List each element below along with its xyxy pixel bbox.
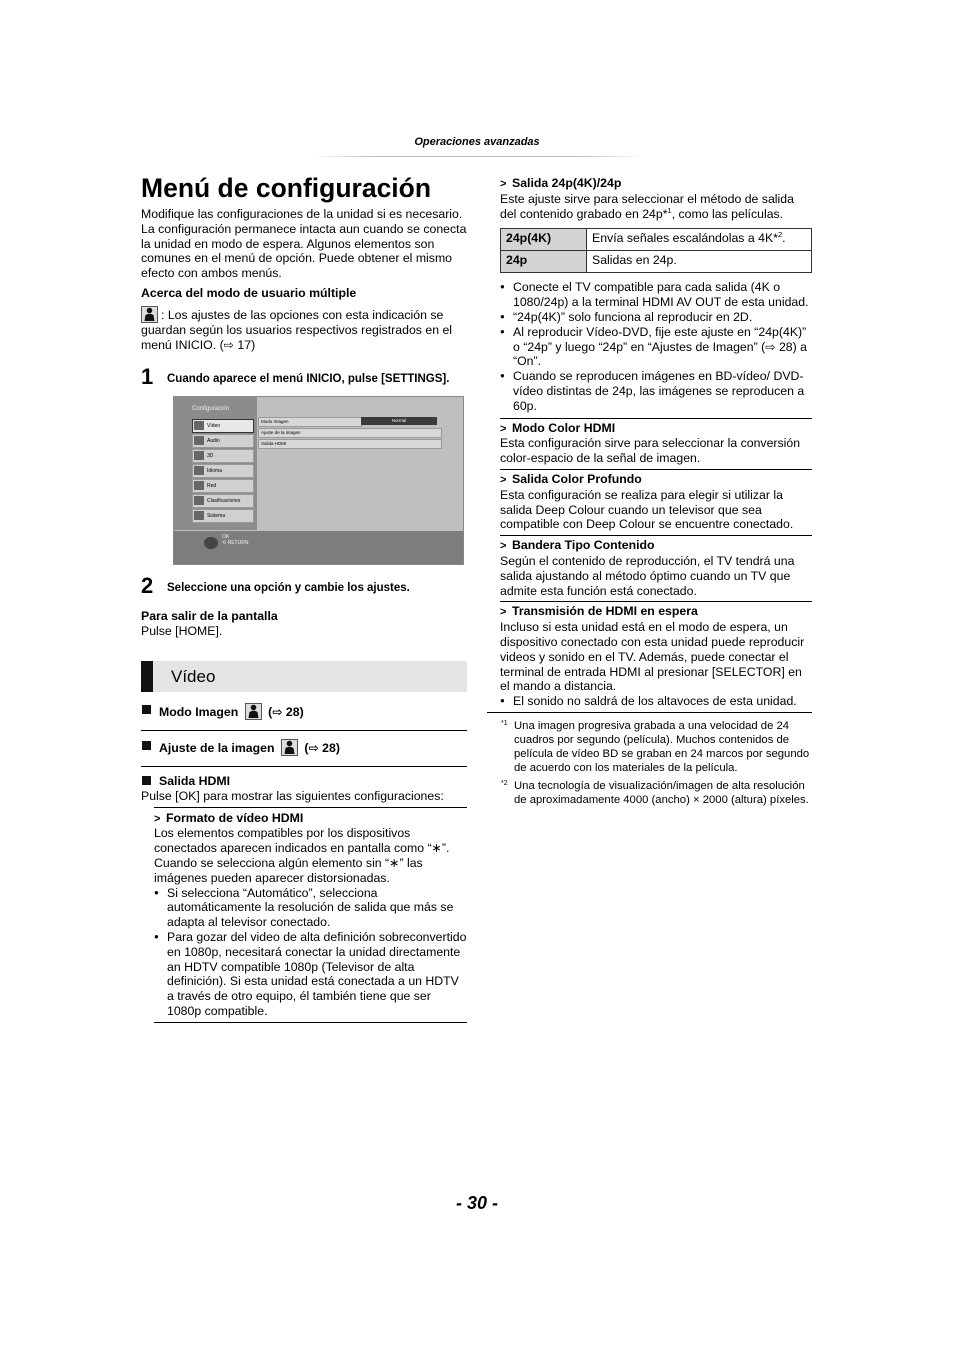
chevron-right-icon: > (500, 473, 507, 486)
divider (500, 535, 812, 536)
s24-text: Este ajuste sirve para seleccionar el método de salida del contenido grabado en 24p*$^1$, como las películas. (500, 191, 794, 221)
footnote (500, 719, 812, 775)
flag-heading: > Bandera Tipo Contenido (500, 538, 655, 553)
system-icon (194, 511, 204, 520)
chevron-right-icon: > (500, 606, 507, 619)
remote-pad-icon (204, 537, 218, 549)
s24-table (500, 228, 812, 273)
divider (500, 601, 812, 602)
screen-menu-item: Audio (192, 434, 254, 448)
audio-icon (194, 436, 204, 445)
video-heading: Vídeo (171, 666, 216, 686)
multiuser-heading: Acerca del modo de usuario múltiple (141, 285, 357, 300)
chevron-right-icon: > (154, 812, 161, 825)
formato-heading: > Formato de vídeo HDMI (154, 810, 304, 825)
list-item: ● Para gozar del video de alta definición sobreconvertido en 1080p, necesitará conectar la unidad directamente an HDTV compatible 1080p (Televisor de alta definición). Si esta unidad está conectada a un HDTV a través de otro equipo, él también tiene que ser 1080p compatible. (154, 930, 467, 1019)
footnote-text: Una imagen progresiva grabada a una velocidad de 24 cuadros por segundo (película). Muchos contenidos de película de vídeo BD se graban en 24 marcos por segundo de acuerdo con los materiales de la película. (514, 719, 810, 774)
step-1 (141, 364, 467, 390)
multiuser-icon (281, 739, 298, 756)
screen-footer-hints: OK ⟲ RETURN (222, 534, 249, 547)
list-item: ● “24p(4K)” solo funciona al reproducir en 2D. (500, 310, 812, 325)
divider (500, 469, 812, 470)
video-section-header (141, 661, 467, 692)
left-column (141, 207, 467, 1023)
screen-menu-item: Red (192, 479, 254, 493)
table-key: 24p(4K) (501, 229, 587, 251)
list-item: ● Si selecciona “Automático”, selecciona automáticamente la resolución de salida que más se adapta al televisor conectado. (154, 886, 467, 930)
list-item: ● Cuando se reproducen imágenes en BD-vídeo/ DVD-vídeo distintas de 24p, las imágenes se reproducen a 60p. (500, 369, 812, 413)
footnote (500, 779, 812, 807)
screen-value: Normal (361, 417, 437, 425)
video-icon (194, 421, 204, 430)
table-row (501, 229, 812, 251)
right-column (500, 176, 812, 807)
header-rule (310, 156, 644, 157)
screen-menu-item: Sistema (192, 509, 254, 523)
chevron-right-icon: > (500, 422, 507, 435)
multiuser-icon (141, 306, 158, 323)
exit-text: Pulse [HOME]. (141, 624, 223, 639)
step-2 (141, 573, 467, 599)
exit-heading: Para salir de la pantalla (141, 609, 278, 624)
step-text: Seleccione una opción y cambie los ajustes. (167, 582, 410, 595)
trans-heading: > Transmisión de HDMI en espera (500, 604, 698, 619)
footnote-mark: *2 (501, 779, 508, 787)
modo-imagen-item: Modo Imagen (⇨ 28) (141, 703, 467, 720)
list-item: ● El sonido no saldrá de los altavoces de esta unidad. (500, 694, 812, 709)
intro-text: Modifique las configuraciones de la unidad si es necesario. La configuración permanece intacta aun cuando se conecta la unidad en modo de espera. Algunos elementos son comunes en el menú de opción. Puede obtener el mismo efecto con ambos menús. (141, 207, 467, 281)
screen-menu-item: 3D (192, 449, 254, 463)
square-bullet (142, 705, 151, 714)
list-item: ● Conecte el TV compatible para cada salida (4K o 1080/24p) a la terminal HDMI AV OUT de esta unidad. (500, 280, 812, 310)
table-value: Envía señales escalándolas a 4K*$^2$. (587, 229, 812, 251)
screen-footer (174, 531, 463, 564)
step-text: Cuando aparece el menú INICIO, pulse [SETTINGS]. (167, 373, 450, 386)
flag-text: Según el contenido de reproducción, el TV tendrá una salida ajustando al método óptimo cuando un TV que admite esta función está conectado. (500, 553, 795, 598)
ajuste-imagen-item: Ajuste de la imagen (⇨ 28) (141, 739, 467, 756)
table-row (501, 251, 812, 273)
formato-bullets (154, 886, 467, 1019)
formato-block (154, 807, 467, 1023)
divider (141, 766, 467, 767)
screen-title: Configuración (192, 406, 230, 413)
color-heading: > Modo Color HDMI (500, 420, 616, 435)
lock-icon (194, 496, 204, 505)
screen-row: Salida HDMI (258, 439, 442, 449)
salida-hdmi-item: Salida HDMI (141, 774, 467, 789)
screen-row: Modo Imagen (258, 417, 362, 427)
formato-text: Los elementos compatibles por los dispositivos conectados aparecen indicados en pantalla como “∗”. Cuando se selecciona algún elemento sin “∗” las imágenes pueden aparecer distorsionadas. (154, 826, 450, 885)
divider (154, 807, 467, 808)
divider (487, 712, 812, 713)
footnote-mark: *1 (501, 719, 508, 727)
table-value: Salidas en 24p. (587, 251, 812, 273)
square-bullet (142, 776, 151, 785)
chevron-right-icon: > (500, 540, 507, 553)
color-text: Esta configuración sirve para seleccionar la conversión color-espacio de la señal de imagen. (500, 436, 801, 466)
step-number: 1 (141, 364, 154, 390)
network-icon (194, 481, 204, 490)
deep-heading: > Salida Color Profundo (500, 471, 642, 486)
table-key: 24p (501, 251, 587, 273)
footnote-text: Una tecnología de visualización/imagen de alta resolución de aproximadamente 4000 (ancho) × 2000 (altura) píxeles. (514, 779, 809, 806)
multiuser-text: : Los ajustes de las opciones con esta indicación se guardan según los usuarios respectivos registrados en el menú INICIO. (⇨ 17) (141, 307, 453, 352)
divider (500, 418, 812, 419)
s24-heading: > Salida 24p(4K)/24p (500, 176, 622, 190)
list-item: ● Al reproducir Vídeo-DVD, fije este ajuste en “24p(4K)” o “24p” y luego “24p” en “Ajustes de Imagen” (⇨ 28) a “On”. (500, 325, 812, 369)
screen-row: Ajuste de la imagen (258, 428, 442, 438)
trans-text: Incluso si esta unidad está en el modo de espera, un dispositivo conectado con esta unidad puede reproducir videos y sonido en el TV. Además, puede conectar el terminal de entrada HDMI al presionar [SELECTOR] en el mando a distancia. (500, 620, 805, 694)
divider (141, 730, 467, 731)
screen-menu-item: Clasificaciones (192, 494, 254, 508)
s24-bullets (500, 280, 812, 413)
screen-menu-item: Idioma (192, 464, 254, 478)
trans-bullets (500, 694, 812, 709)
screen-menu-item: Vídeo (192, 419, 254, 433)
salida-hdmi-text: Pulse [OK] para mostrar las siguientes configuraciones: (141, 788, 444, 803)
section-header: Operaciones avanzadas (414, 136, 540, 148)
multiuser-paragraph (141, 306, 467, 353)
header-accent (141, 661, 153, 692)
page-title: Menú de configuración (141, 173, 432, 203)
deep-text: Esta configuración se realiza para elegir si utilizar la salida Deep Colour cuando un televisor que sea compatible con Deep Colour se encuentre conectado. (500, 487, 794, 532)
settings-screenshot (173, 396, 464, 565)
chevron-right-icon: > (500, 178, 507, 190)
3d-icon (194, 451, 204, 460)
page-number: - 30 - (455, 1193, 498, 1213)
language-icon (194, 466, 204, 475)
square-bullet (142, 741, 151, 750)
step-number: 2 (141, 573, 154, 599)
multiuser-icon (245, 703, 262, 720)
divider (154, 1022, 467, 1023)
